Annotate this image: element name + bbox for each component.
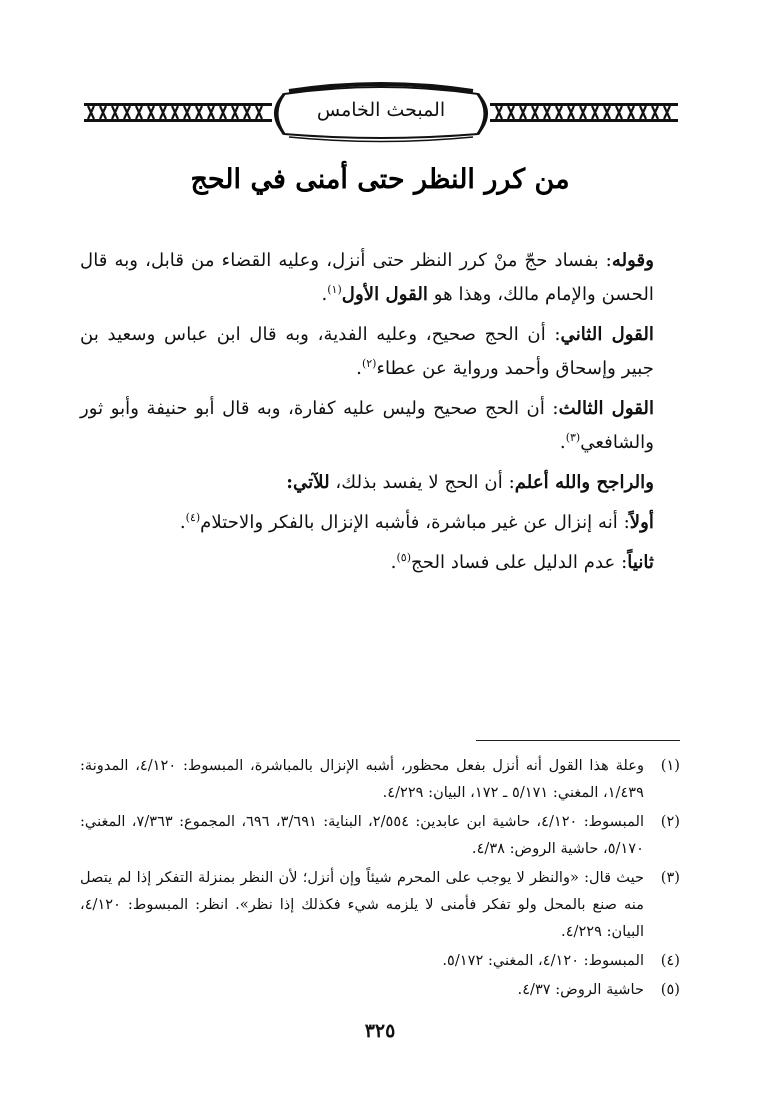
paragraph-5 xyxy=(80,506,678,540)
keyword: القول الثاني xyxy=(560,324,654,345)
keyword: للآتي: xyxy=(286,472,330,493)
body-text xyxy=(80,244,678,586)
footnote-item xyxy=(80,947,680,974)
paragraph-text: : أن الحج صحيح، وعليه الفدية، وبه قال ابن عباس وسعيد بن جبير وإسحاق وأحمد ورواية عن عطاء xyxy=(80,324,654,379)
section-label: المبحث الخامس xyxy=(316,99,446,121)
footnote-marker[interactable]: (١) xyxy=(327,282,342,296)
footnotes xyxy=(80,752,680,1005)
punctuation: . xyxy=(559,432,566,453)
keyword: القول الثالث xyxy=(558,398,655,419)
page-title: من كرر النظر حتى أمنى في الحج xyxy=(190,164,570,195)
footnote-item xyxy=(80,864,680,945)
paragraph-1 xyxy=(80,244,678,312)
page-number: ٣٢٥ xyxy=(364,1020,396,1042)
footnote-text: المبسوط: ٤/١٢٠، المغني: ٥/١٧٢. xyxy=(442,952,644,969)
footnote-text: حيث قال: «والنظر لا يوجب على المحرم شيئاً وإن أنزل؛ لأن النظر بمنزلة التفكر إذا لم يتصل منه صنع بالمحل ولو تفكر فأمنى لا يلزمه شيء فكذلك إذا نظر». انظر: المبسوط: ٤/١٢٠، البيان: ٤/٢٢٩. xyxy=(80,869,644,940)
footnote-number: (٣) xyxy=(660,869,680,886)
paragraph-3 xyxy=(80,392,678,460)
paragraph-text: : عدم الدليل على فساد الحج xyxy=(410,552,628,573)
paragraph-text: : أن الحج لا يفسد بذلك، xyxy=(329,472,515,493)
footnote-marker[interactable]: (٢) xyxy=(361,356,377,370)
footnote-number: (٥) xyxy=(660,981,680,998)
paragraph-text: : أن الحج صحيح وليس عليه كفارة، وبه قال أبو حنيفة وأبو ثور والشافعي xyxy=(80,398,654,453)
footnote-marker[interactable]: (٥) xyxy=(396,550,411,564)
keyword: والراجح والله أعلم xyxy=(514,472,654,493)
footnote-number: (٤) xyxy=(660,952,680,969)
footnote-marker[interactable]: (٣) xyxy=(565,430,581,444)
paragraph-text: : بفساد حجّ منْ كرر النظر حتى أنزل، وعليه القضاء من قابل، وبه قال الحسن والإمام مالك، وهذا هو xyxy=(80,250,654,305)
footnote-text: المبسوط: ٤/١٢٠، حاشية ابن عابدين: ٢/٥٥٤، البناية: ٣/٦٩١، ٦٩٦، المجموع: ٧/٣٦٣، المغني: ٥/١٧٠، حاشية الروض: ٤/٣٨. xyxy=(80,813,645,857)
keyword: ثانياً xyxy=(627,552,654,573)
keyword: وقوله xyxy=(611,250,654,271)
paragraph-4 xyxy=(80,466,678,500)
footnote-marker[interactable]: (٤) xyxy=(185,510,201,524)
punctuation: . xyxy=(179,512,186,533)
footnote-item xyxy=(80,752,680,806)
section-banner xyxy=(84,82,678,146)
footnote-text: حاشية الروض: ٤/٣٧. xyxy=(517,981,644,998)
keyword: أولاً xyxy=(629,512,654,533)
footnote-item xyxy=(80,808,680,862)
paragraph-text: : أنه إنزال عن غير مباشرة، فأشبه الإنزال بالفكر والاحتلام xyxy=(200,512,630,533)
punctuation: . xyxy=(356,358,362,379)
keyword: القول الأول xyxy=(341,284,428,305)
paragraph-6 xyxy=(80,546,678,580)
footnote-divider xyxy=(476,740,680,741)
footnote-number: (٢) xyxy=(660,813,680,830)
footnote-text: وعلة هذا القول أنه أنزل بفعل محظور، أشبه الإنزال بالمباشرة، المبسوط: ٤/١٢٠، المدونة: ١/٤٣٩، المغني: ٥/١٧١ ـ ١٧٢، البيان: ٤/٢٢٩. xyxy=(80,757,644,801)
footnote-number: (١) xyxy=(660,757,680,774)
punctuation: . xyxy=(390,552,397,573)
paragraph-2 xyxy=(80,318,678,386)
footnote-item xyxy=(80,976,680,1003)
punctuation: . xyxy=(321,284,328,305)
